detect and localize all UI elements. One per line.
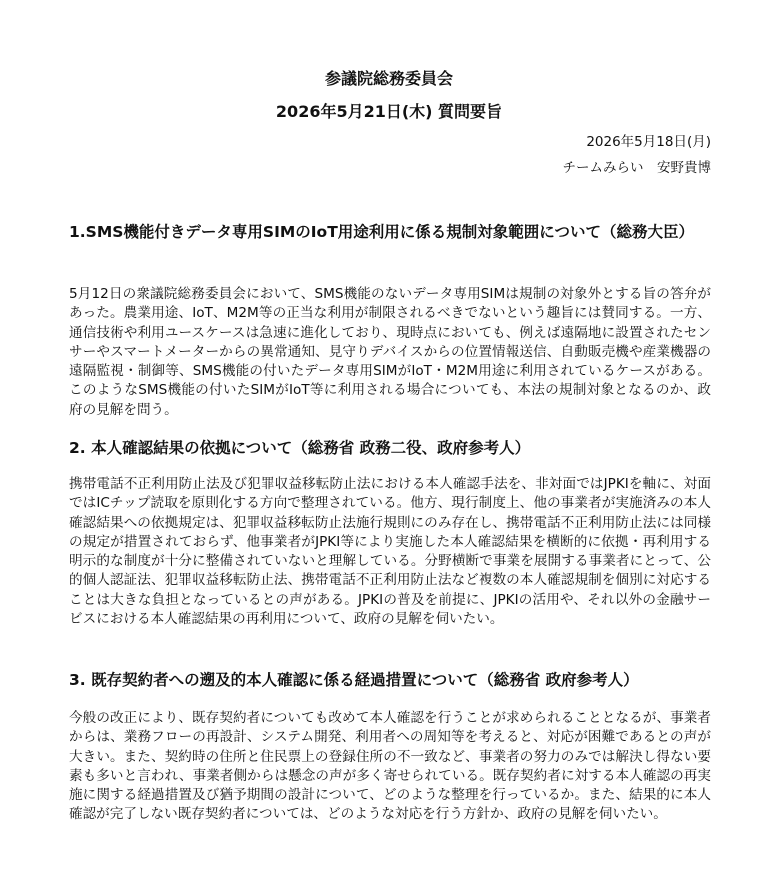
committee-title: 参議院総務委員会 [324,69,453,88]
submission-date: 2026年5月18日(月) [586,134,711,150]
author-name: チームみらい 安野貴博 [562,160,711,176]
section-body-3: 今般の改正により、既存契約者についても改めて本人確認を行うことが求められることとなるが、事業者からは、業務フローの再設計、システム開発、利用者への周知等を考えると、対応が困難であるとの声が大きい。また、契約時の住所と住民票上の登録住所の不一致など、事業者の努力のみでは解決し得ない要素も多いと言われ、事業者側からは懸念の声が多く寄せられている。既存契約者に対する本人確認の再実施に関する経過措置及び猶予期間の設計について、どのような整理を行っているか。また、結果的に本人確認が完了しない既存契約者については、どのような対応を行う方針か、政府の見解を伺いたい。 [69,710,711,823]
section-body-1: 5月12日の衆議院総務委員会において、SMS機能のないデータ専用SIMは規制の対象外とする旨の答弁があった。農業用途、IoT、M2M等の正当な利用が制限されるべきでないという趣旨には賛同する。一方、通信技術や利用ユースケースは急速に進化しており、現時点においても、例えば遠隔地に設置されたセンサーやスマートメーターからの異常通知、見守りデバイスからの位置情報送信、自動販売機や産業機器の遠隔監視・制御等、SMS機能の付いたデータ専用SIMがIoT・M2M用途に利用されているケースがある。このようなSMS機能の付いたSIMがIoT等に利用される場合についても、本法の規制対象となるのか、政府の見解を問う。 [69,286,711,418]
section-heading-2: 2. 本人確認結果の依拠について（総務省 政務二役、政府参考人） [69,439,531,457]
section-heading-1: 1.SMS機能付きデータ専用SIMのIoT用途利用に係る規制対象範囲について（総務大臣） [69,223,694,241]
document-subtitle: 2026年5月21日(木) 質問要旨 [275,102,503,121]
section-body-2: 携帯電話不正利用防止法及び犯罪収益移転防止法における本人確認手法を、非対面ではJPKIを軸に、対面ではICチップ読取を原則化する方向で整理されている。他方、現行制度上、他の事業者が実施済みの本人確認結果への依拠規定は、犯罪収益移転防止法施行規則にのみ存在し、携帯電話不正利用防止法には同様の規定が措置されておらず、他事業者がJPKI等により実施した本人確認結果を横断的に依拠・再利用する明示的な制度が十分に整備されていないと理解している。分野横断で事業を展開する事業者にとって、公的個人認証法、犯罪収益移転防止法、携帯電話不正利用防止法など複数の本人確認規制を個別に対応することは大きな負担となっているとの声がある。JPKIの普及を前提に、JPKIの活用や、それ以外の金融サービスにおける本人確認結果の再利用について、政府の見解を伺いたい。 [69,476,711,628]
section-heading-3: 3. 既存契約者への遡及的本人確認に係る経過措置について（総務省 政府参考人） [69,671,639,689]
